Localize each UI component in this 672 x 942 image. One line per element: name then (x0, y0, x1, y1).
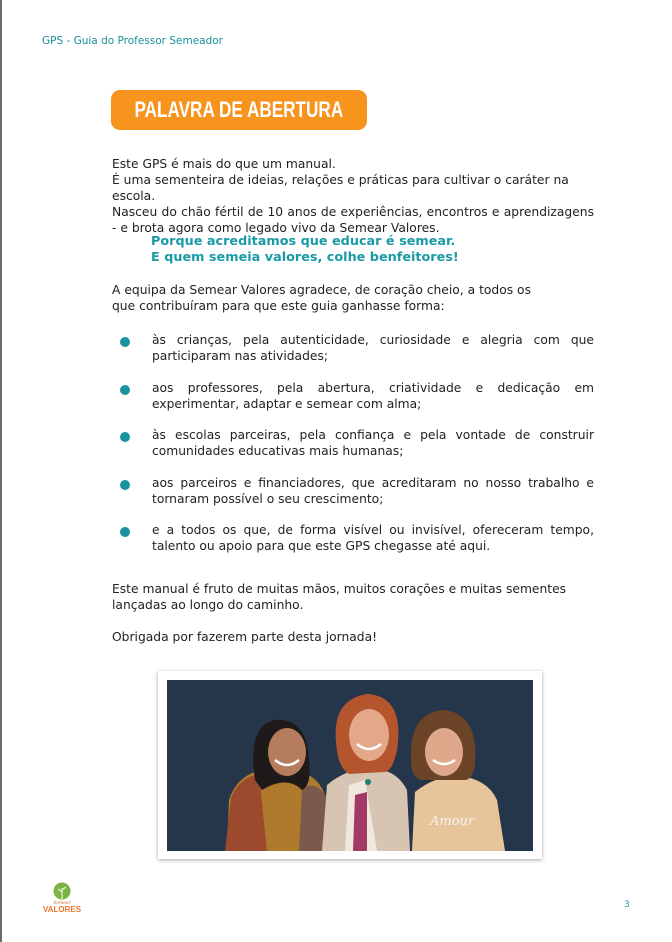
list-item (118, 427, 594, 459)
bullet-dot-icon (120, 337, 130, 347)
team-photo (167, 680, 533, 851)
quote-line-2: E quem semeia valores, colhe benfeitores! (151, 250, 459, 265)
section-title: PALAVRA DE ABERTURA (134, 97, 344, 122)
logo-small-text: Semear (53, 901, 71, 906)
highlight-quote (151, 234, 459, 266)
list-item-text: aos professores, pela abertura, criatividade e dedicação em experimentar, adaptar e semear com alma; (152, 380, 594, 411)
semear-valores-logo (42, 880, 82, 916)
quote-line-1: Porque acreditamos que educar é semear. (151, 234, 456, 249)
bullet-dot-icon (120, 527, 130, 537)
bullet-dot-icon (120, 480, 130, 490)
list-item-text: e a todos os que, de forma visível ou invisível, ofereceram tempo, talento ou apoio para que este GPS chegasse até aqui. (152, 523, 594, 553)
closing-thank-you: Obrigada por fazerem parte desta jornada! (112, 630, 378, 644)
closing-section (112, 581, 594, 661)
list-item (118, 475, 594, 507)
photo-frame (158, 671, 542, 859)
thanks-intro (112, 282, 542, 314)
section-title-banner (111, 90, 367, 130)
intro-line: É uma sementeira de ideias, relações e práticas para cultivar o caráter na escola. (112, 173, 569, 203)
bullet-dot-icon (120, 385, 130, 395)
bullet-dot-icon (120, 432, 130, 442)
team-photo-illustration (167, 680, 533, 851)
thanks-list (118, 332, 594, 570)
list-item-text: aos parceiros e financiadores, que acreditaram no nosso trabalho e tornaram possível o seu crescimento; (152, 475, 594, 506)
intro-line (112, 204, 594, 236)
page-number: 3 (624, 900, 630, 910)
thanks-intro-text: A equipa da Semear Valores agradece, de coração cheio, a todos os que contribuíram para que este guia ganhasse forma: (112, 283, 531, 313)
intro-line: Este GPS é mais do que um manual. (112, 157, 336, 171)
intro-line-text: Nasceu do chão fértil de 10 anos de experiências, encontros e aprendizagens - e brota agora como legado vivo da Semear Valores. (112, 205, 594, 235)
running-header: GPS - Guia do Professor Semeador (42, 35, 223, 47)
list-item-text: às crianças, pela autenticidade, curiosidade e alegria com que participaram nas atividades; (152, 333, 594, 363)
list-item (118, 522, 594, 554)
intro-paragraph (112, 156, 594, 236)
closing-paragraph: Este manual é fruto de muitas mãos, muitos corações e muitas sementes lançadas ao longo do caminho. (112, 582, 567, 612)
list-item-text: às escolas parceiras, pela confiança e pela vontade de construir comunidades educativas mais humanas; (152, 428, 594, 458)
list-item (118, 332, 594, 364)
list-item (118, 380, 594, 412)
logo-text: VALORES (42, 905, 82, 914)
sweater-text: Amour (430, 814, 475, 829)
page-left-border (0, 0, 2, 942)
